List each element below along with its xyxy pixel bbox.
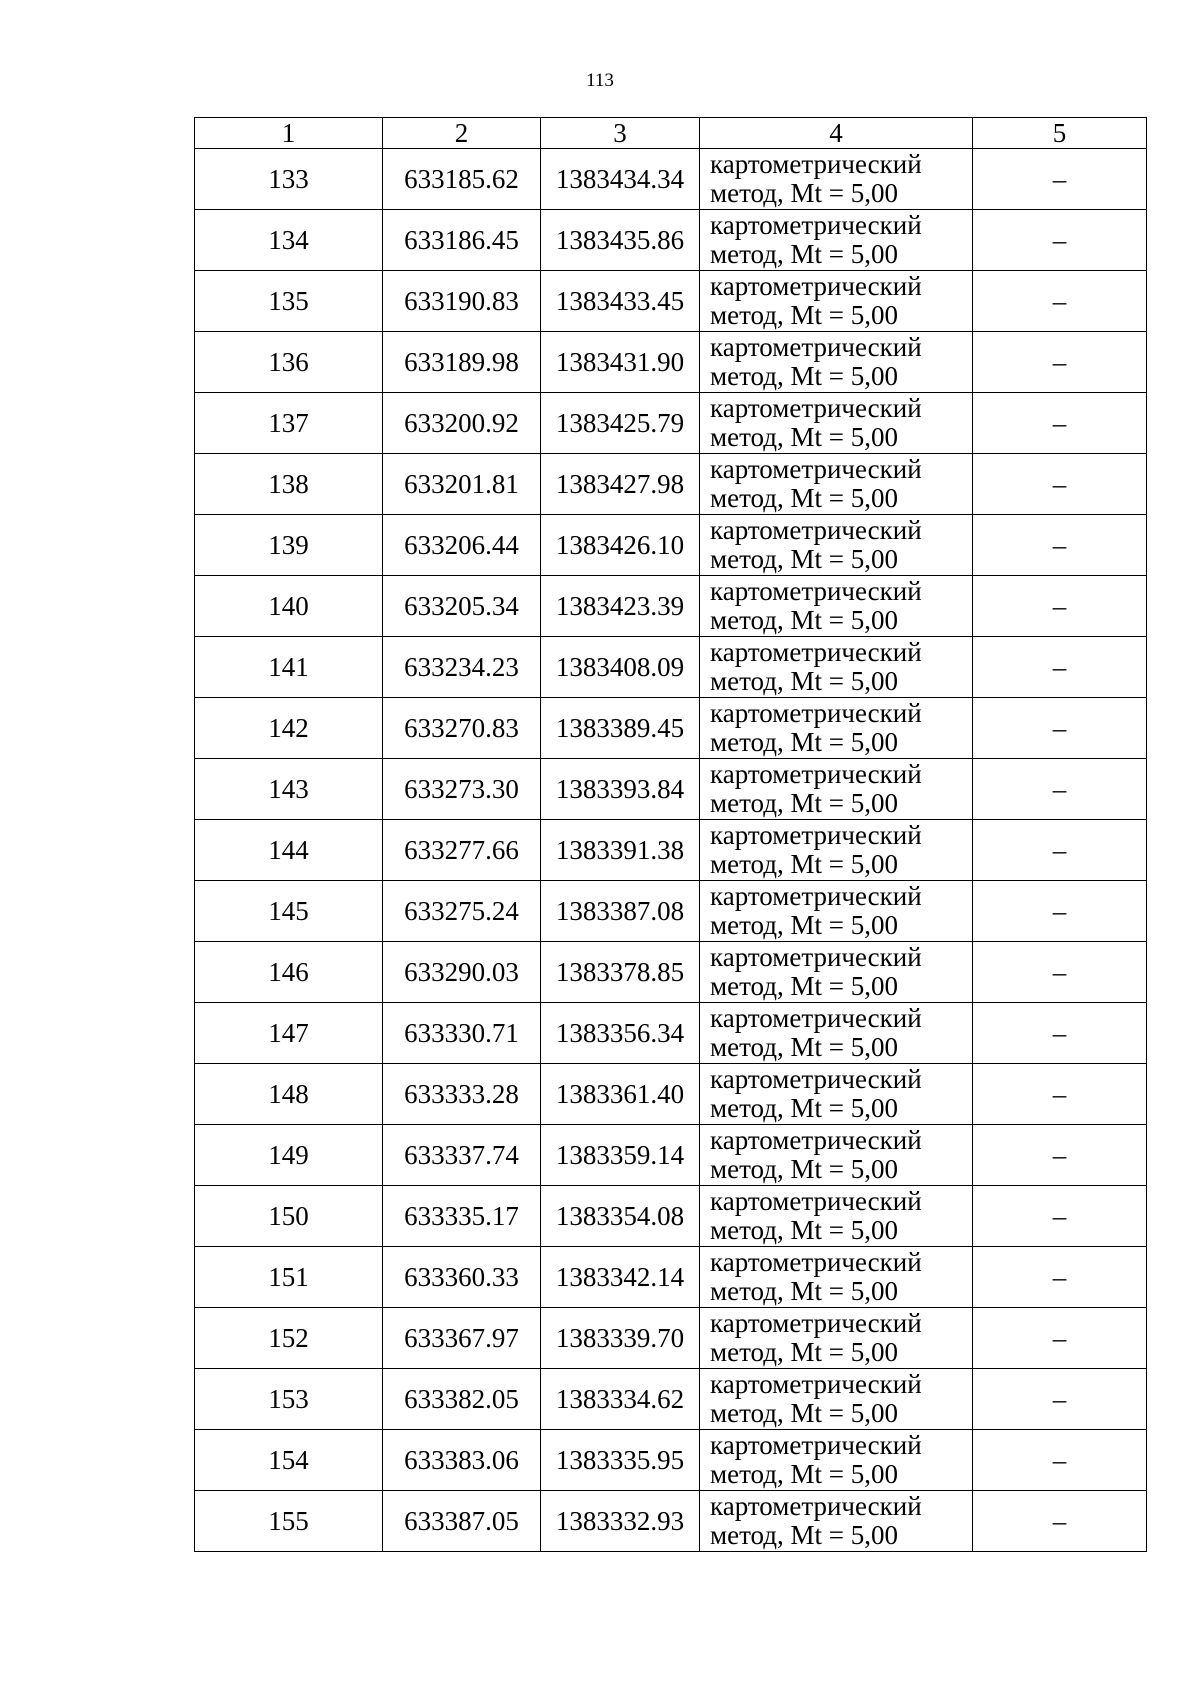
- point-number: 148: [195, 1064, 383, 1125]
- x-coordinate: 633206.44: [383, 515, 541, 576]
- y-coordinate: 1383354.08: [541, 1186, 700, 1247]
- method-cell: [700, 1247, 973, 1308]
- table-row: [195, 637, 1147, 698]
- y-coordinate: 1383334.62: [541, 1369, 700, 1430]
- method-line-1: картометрический: [710, 515, 922, 545]
- note-cell: –: [973, 881, 1147, 942]
- method-cell: [700, 759, 973, 820]
- point-number: 140: [195, 576, 383, 637]
- note-cell: –: [973, 1186, 1147, 1247]
- table-row: [195, 576, 1147, 637]
- y-coordinate: 1383361.40: [541, 1064, 700, 1125]
- table-row: [195, 1430, 1147, 1491]
- y-coordinate: 1383425.79: [541, 393, 700, 454]
- point-number: 142: [195, 698, 383, 759]
- y-coordinate: 1383435.86: [541, 210, 700, 271]
- y-coordinate: 1383389.45: [541, 698, 700, 759]
- table-row: [195, 759, 1147, 820]
- point-number: 146: [195, 942, 383, 1003]
- method-line-1: картометрический: [710, 332, 922, 362]
- method-line-1: картометрический: [710, 1308, 922, 1338]
- table-row: [195, 1308, 1147, 1369]
- y-coordinate: 1383335.95: [541, 1430, 700, 1491]
- method-cell: [700, 1003, 973, 1064]
- table-row: [195, 210, 1147, 271]
- method-line-1: картометрический: [710, 576, 922, 606]
- table-row: [195, 1247, 1147, 1308]
- method-line-2: метод, Mt = 5,00: [710, 300, 898, 330]
- point-number: 151: [195, 1247, 383, 1308]
- method-cell: [700, 149, 973, 210]
- method-line-2: метод, Mt = 5,00: [710, 1276, 898, 1306]
- table-row: [195, 820, 1147, 881]
- y-coordinate: 1383332.93: [541, 1491, 700, 1552]
- point-number: 153: [195, 1369, 383, 1430]
- point-number: 143: [195, 759, 383, 820]
- point-number: 136: [195, 332, 383, 393]
- note-cell: –: [973, 820, 1147, 881]
- method-line-1: картометрический: [710, 1186, 922, 1216]
- x-coordinate: 633201.81: [383, 454, 541, 515]
- point-number: 144: [195, 820, 383, 881]
- point-number: 147: [195, 1003, 383, 1064]
- note-cell: –: [973, 454, 1147, 515]
- x-coordinate: 633387.05: [383, 1491, 541, 1552]
- y-coordinate: 1383423.39: [541, 576, 700, 637]
- x-coordinate: 633337.74: [383, 1125, 541, 1186]
- method-line-1: картометрический: [710, 210, 922, 240]
- method-line-2: метод, Mt = 5,00: [710, 1520, 898, 1550]
- header-col-1: 1: [195, 118, 383, 149]
- method-line-2: метод, Mt = 5,00: [710, 1154, 898, 1184]
- method-cell: [700, 820, 973, 881]
- table-body: [195, 149, 1147, 1552]
- method-line-1: картометрический: [710, 271, 922, 301]
- method-line-1: картометрический: [710, 149, 922, 179]
- table-row: [195, 1491, 1147, 1552]
- point-number: 145: [195, 881, 383, 942]
- note-cell: –: [973, 759, 1147, 820]
- x-coordinate: 633333.28: [383, 1064, 541, 1125]
- method-line-2: метод, Mt = 5,00: [710, 910, 898, 940]
- note-cell: –: [973, 515, 1147, 576]
- x-coordinate: 633190.83: [383, 271, 541, 332]
- x-coordinate: 633330.71: [383, 1003, 541, 1064]
- x-coordinate: 633335.17: [383, 1186, 541, 1247]
- note-cell: –: [973, 149, 1147, 210]
- table-row: [195, 1186, 1147, 1247]
- table-row: [195, 1003, 1147, 1064]
- note-cell: –: [973, 576, 1147, 637]
- x-coordinate: 633367.97: [383, 1308, 541, 1369]
- method-line-2: метод, Mt = 5,00: [710, 544, 898, 574]
- method-line-2: метод, Mt = 5,00: [710, 239, 898, 269]
- point-number: 150: [195, 1186, 383, 1247]
- header-col-4: 4: [700, 118, 973, 149]
- method-line-2: метод, Mt = 5,00: [710, 1459, 898, 1489]
- note-cell: –: [973, 1308, 1147, 1369]
- method-cell: [700, 1064, 973, 1125]
- point-number: 152: [195, 1308, 383, 1369]
- note-cell: –: [973, 1491, 1147, 1552]
- table-row: [195, 271, 1147, 332]
- page-number: 113: [586, 70, 614, 91]
- x-coordinate: 633290.03: [383, 942, 541, 1003]
- method-line-2: метод, Mt = 5,00: [710, 1337, 898, 1367]
- method-cell: [700, 1491, 973, 1552]
- y-coordinate: 1383342.14: [541, 1247, 700, 1308]
- x-coordinate: 633382.05: [383, 1369, 541, 1430]
- method-line-2: метод, Mt = 5,00: [710, 1215, 898, 1245]
- method-line-1: картометрический: [710, 1003, 922, 1033]
- method-cell: [700, 1430, 973, 1491]
- x-coordinate: 633270.83: [383, 698, 541, 759]
- method-line-2: метод, Mt = 5,00: [710, 178, 898, 208]
- note-cell: –: [973, 1247, 1147, 1308]
- method-cell: [700, 637, 973, 698]
- table-row: [195, 393, 1147, 454]
- point-number: 141: [195, 637, 383, 698]
- method-line-2: метод, Mt = 5,00: [710, 1398, 898, 1428]
- x-coordinate: 633360.33: [383, 1247, 541, 1308]
- method-cell: [700, 210, 973, 271]
- header-col-5: 5: [973, 118, 1147, 149]
- point-number: 134: [195, 210, 383, 271]
- note-cell: –: [973, 393, 1147, 454]
- method-line-1: картометрический: [710, 1125, 922, 1155]
- y-coordinate: 1383393.84: [541, 759, 700, 820]
- method-line-1: картометрический: [710, 942, 922, 972]
- point-number: 135: [195, 271, 383, 332]
- y-coordinate: 1383426.10: [541, 515, 700, 576]
- x-coordinate: 633189.98: [383, 332, 541, 393]
- note-cell: –: [973, 332, 1147, 393]
- table-row: [195, 942, 1147, 1003]
- table-row: [195, 698, 1147, 759]
- table-header: [195, 118, 1147, 149]
- method-line-1: картометрический: [710, 1491, 922, 1521]
- y-coordinate: 1383434.34: [541, 149, 700, 210]
- method-cell: [700, 881, 973, 942]
- table-row: [195, 332, 1147, 393]
- point-number: 137: [195, 393, 383, 454]
- note-cell: –: [973, 271, 1147, 332]
- method-line-1: картометрический: [710, 759, 922, 789]
- x-coordinate: 633273.30: [383, 759, 541, 820]
- method-line-2: метод, Mt = 5,00: [710, 971, 898, 1001]
- table-row: [195, 1369, 1147, 1430]
- note-cell: –: [973, 1064, 1147, 1125]
- table-row: [195, 515, 1147, 576]
- note-cell: –: [973, 1369, 1147, 1430]
- table-row: [195, 1125, 1147, 1186]
- method-line-2: метод, Mt = 5,00: [710, 666, 898, 696]
- method-cell: [700, 942, 973, 1003]
- method-line-2: метод, Mt = 5,00: [710, 788, 898, 818]
- y-coordinate: 1383378.85: [541, 942, 700, 1003]
- note-cell: –: [973, 1125, 1147, 1186]
- x-coordinate: 633200.92: [383, 393, 541, 454]
- method-line-2: метод, Mt = 5,00: [710, 1032, 898, 1062]
- note-cell: –: [973, 698, 1147, 759]
- header-col-2: 2: [383, 118, 541, 149]
- note-cell: –: [973, 637, 1147, 698]
- table-row: [195, 454, 1147, 515]
- point-number: 139: [195, 515, 383, 576]
- method-line-1: картометрический: [710, 1247, 922, 1277]
- method-line-1: картометрический: [710, 698, 922, 728]
- method-cell: [700, 454, 973, 515]
- x-coordinate: 633275.24: [383, 881, 541, 942]
- method-cell: [700, 271, 973, 332]
- method-line-2: метод, Mt = 5,00: [710, 849, 898, 879]
- method-line-1: картометрический: [710, 881, 922, 911]
- method-cell: [700, 1369, 973, 1430]
- method-line-2: метод, Mt = 5,00: [710, 1093, 898, 1123]
- x-coordinate: 633185.62: [383, 149, 541, 210]
- method-cell: [700, 393, 973, 454]
- note-cell: –: [973, 210, 1147, 271]
- method-line-2: метод, Mt = 5,00: [710, 422, 898, 452]
- note-cell: –: [973, 1003, 1147, 1064]
- header-col-3: 3: [541, 118, 700, 149]
- x-coordinate: 633383.06: [383, 1430, 541, 1491]
- method-line-1: картометрический: [710, 820, 922, 850]
- method-line-1: картометрический: [710, 637, 922, 667]
- method-cell: [700, 698, 973, 759]
- method-cell: [700, 1125, 973, 1186]
- method-line-2: метод, Mt = 5,00: [710, 605, 898, 635]
- note-cell: –: [973, 1430, 1147, 1491]
- header-row: [195, 118, 1147, 149]
- y-coordinate: 1383359.14: [541, 1125, 700, 1186]
- y-coordinate: 1383387.08: [541, 881, 700, 942]
- method-line-1: картометрический: [710, 1064, 922, 1094]
- x-coordinate: 633234.23: [383, 637, 541, 698]
- y-coordinate: 1383433.45: [541, 271, 700, 332]
- table-row: [195, 881, 1147, 942]
- method-line-2: метод, Mt = 5,00: [710, 483, 898, 513]
- point-number: 154: [195, 1430, 383, 1491]
- point-number: 133: [195, 149, 383, 210]
- x-coordinate: 633205.34: [383, 576, 541, 637]
- method-cell: [700, 576, 973, 637]
- y-coordinate: 1383431.90: [541, 332, 700, 393]
- method-line-1: картометрический: [710, 1369, 922, 1399]
- method-line-1: картометрический: [710, 1430, 922, 1460]
- x-coordinate: 633277.66: [383, 820, 541, 881]
- point-number: 149: [195, 1125, 383, 1186]
- method-line-2: метод, Mt = 5,00: [710, 727, 898, 757]
- table-row: [195, 1064, 1147, 1125]
- method-line-2: метод, Mt = 5,00: [710, 361, 898, 391]
- point-number: 155: [195, 1491, 383, 1552]
- point-number: 138: [195, 454, 383, 515]
- y-coordinate: 1383391.38: [541, 820, 700, 881]
- y-coordinate: 1383339.70: [541, 1308, 700, 1369]
- method-cell: [700, 1308, 973, 1369]
- y-coordinate: 1383356.34: [541, 1003, 700, 1064]
- method-line-1: картометрический: [710, 454, 922, 484]
- coordinates-table: [194, 117, 1147, 1552]
- note-cell: –: [973, 942, 1147, 1003]
- method-line-1: картометрический: [710, 393, 922, 423]
- method-cell: [700, 332, 973, 393]
- method-cell: [700, 1186, 973, 1247]
- method-cell: [700, 515, 973, 576]
- y-coordinate: 1383427.98: [541, 454, 700, 515]
- x-coordinate: 633186.45: [383, 210, 541, 271]
- y-coordinate: 1383408.09: [541, 637, 700, 698]
- table-row: [195, 149, 1147, 210]
